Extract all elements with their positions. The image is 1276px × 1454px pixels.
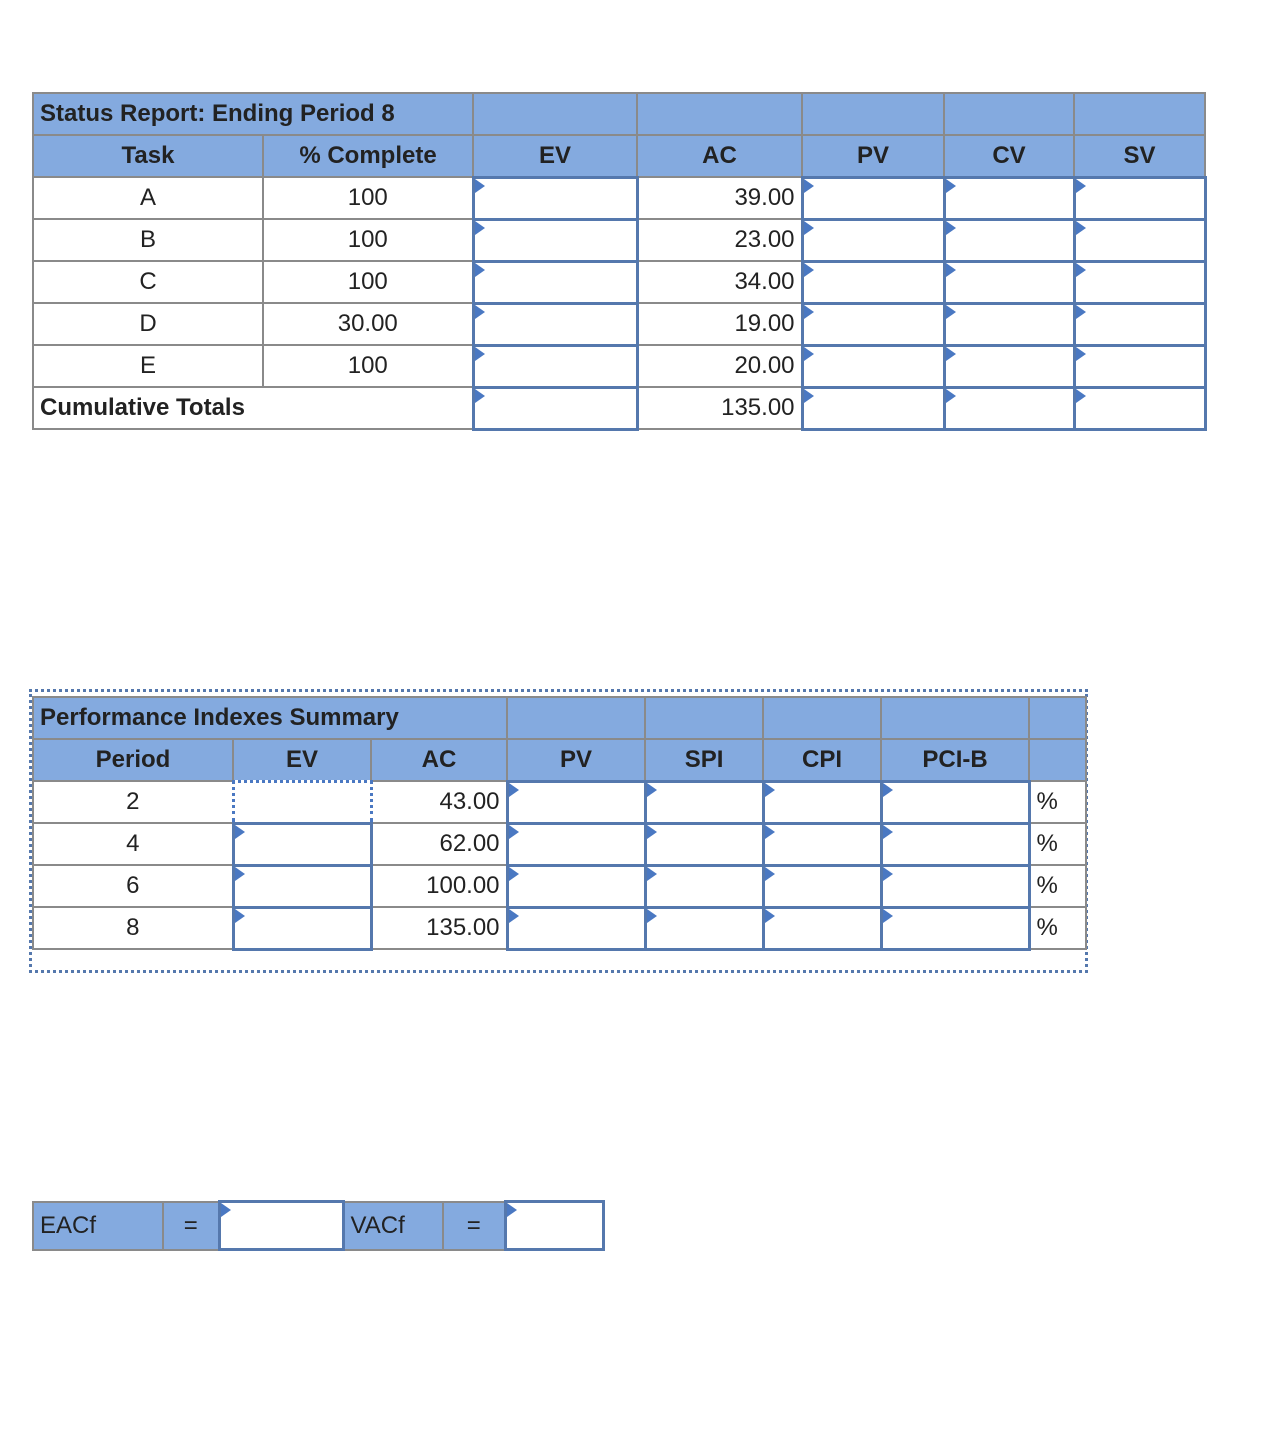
pv-input-cell[interactable] xyxy=(507,907,645,949)
header-cv: CV xyxy=(944,135,1074,177)
cv-input-cell[interactable] xyxy=(944,303,1074,345)
period-cell: 4 xyxy=(33,823,233,865)
cpi-input-cell[interactable] xyxy=(763,907,881,949)
pv-input[interactable] xyxy=(509,825,644,864)
table-row xyxy=(33,303,1205,345)
cv-input-cell[interactable] xyxy=(944,177,1074,219)
sv-input[interactable] xyxy=(1076,305,1204,344)
header-pci-b: PCI-B xyxy=(881,739,1029,781)
ev-input-cell[interactable] xyxy=(233,865,371,907)
header-ac: AC xyxy=(637,135,802,177)
ev-input-cell[interactable] xyxy=(233,781,371,823)
percent-unit: % xyxy=(1029,823,1086,865)
cpi-input[interactable] xyxy=(765,825,880,864)
spi-input-cell[interactable] xyxy=(645,823,763,865)
pv-input-cell[interactable] xyxy=(802,261,944,303)
header-blank xyxy=(637,93,802,135)
ac-cell: 20.00 xyxy=(637,345,802,387)
pv-input-cell[interactable] xyxy=(507,823,645,865)
performance-summary-title: Performance Indexes Summary xyxy=(33,697,507,739)
eacf-input[interactable] xyxy=(221,1203,342,1248)
pv-input[interactable] xyxy=(804,179,943,218)
cpi-input[interactable] xyxy=(765,783,880,822)
spi-input[interactable] xyxy=(647,909,762,948)
cv-total-input[interactable] xyxy=(946,389,1073,428)
sv-input[interactable] xyxy=(1076,179,1204,218)
cv-input-cell[interactable] xyxy=(944,219,1074,261)
header-blank xyxy=(763,697,881,739)
vacf-input-cell[interactable] xyxy=(505,1202,603,1250)
ev-input[interactable] xyxy=(235,825,370,864)
cv-input[interactable] xyxy=(946,347,1073,386)
header-blank xyxy=(1029,739,1086,781)
totals-row xyxy=(33,387,1205,429)
task-cell: C xyxy=(33,261,263,303)
table-row xyxy=(33,823,1086,865)
cumulative-totals-label: Cumulative Totals xyxy=(33,387,473,429)
ac-cell: 19.00 xyxy=(637,303,802,345)
ev-input[interactable] xyxy=(475,221,636,260)
pv-total-input-cell[interactable] xyxy=(802,387,944,429)
sv-total-input[interactable] xyxy=(1076,389,1204,428)
pct-complete-cell: 100 xyxy=(263,177,473,219)
ev-total-input-cell[interactable] xyxy=(473,387,637,429)
pv-total-input[interactable] xyxy=(804,389,943,428)
ev-input-cell[interactable] xyxy=(473,177,637,219)
percent-unit: % xyxy=(1029,781,1086,823)
ev-input[interactable] xyxy=(235,867,370,906)
ev-input-cell[interactable] xyxy=(473,345,637,387)
header-ev: EV xyxy=(233,739,371,781)
ev-input[interactable] xyxy=(475,179,636,218)
pci-b-input-cell[interactable] xyxy=(881,823,1029,865)
period-cell: 8 xyxy=(33,907,233,949)
spi-input[interactable] xyxy=(647,783,762,822)
ev-input[interactable] xyxy=(475,305,636,344)
pci-b-input[interactable] xyxy=(883,867,1028,906)
cpi-input[interactable] xyxy=(765,909,880,948)
task-cell: E xyxy=(33,345,263,387)
vacf-equals: = xyxy=(443,1202,505,1250)
table-row xyxy=(33,177,1205,219)
pv-input[interactable] xyxy=(804,305,943,344)
sv-input-cell[interactable] xyxy=(1074,261,1205,303)
header-blank xyxy=(507,697,645,739)
pct-complete-cell: 100 xyxy=(263,219,473,261)
pci-b-input-cell[interactable] xyxy=(881,781,1029,823)
ev-input[interactable] xyxy=(235,783,370,822)
header-blank xyxy=(944,93,1074,135)
ac-cell: 34.00 xyxy=(637,261,802,303)
ac-cell: 39.00 xyxy=(637,177,802,219)
performance-summary-table xyxy=(32,696,1087,951)
pct-complete-cell: 30.00 xyxy=(263,303,473,345)
pct-complete-cell: 100 xyxy=(263,261,473,303)
pv-input-cell[interactable] xyxy=(802,345,944,387)
cv-total-input-cell[interactable] xyxy=(944,387,1074,429)
header-ev: EV xyxy=(473,135,637,177)
eacf-equals: = xyxy=(163,1202,219,1250)
cv-input[interactable] xyxy=(946,179,1073,218)
eacf-label: EACf xyxy=(33,1202,163,1250)
header-pv: PV xyxy=(802,135,944,177)
spi-input[interactable] xyxy=(647,825,762,864)
header-cpi: CPI xyxy=(763,739,881,781)
ac-cell: 23.00 xyxy=(637,219,802,261)
ac-cell: 43.00 xyxy=(371,781,507,823)
task-cell: B xyxy=(33,219,263,261)
pci-b-input[interactable] xyxy=(883,825,1028,864)
cpi-input-cell[interactable] xyxy=(763,781,881,823)
sv-input-cell[interactable] xyxy=(1074,303,1205,345)
pci-b-input[interactable] xyxy=(883,783,1028,822)
pv-input-cell[interactable] xyxy=(802,219,944,261)
cv-input-cell[interactable] xyxy=(944,345,1074,387)
eacf-input-cell[interactable] xyxy=(219,1202,343,1250)
percent-unit: % xyxy=(1029,865,1086,907)
pv-input-cell[interactable] xyxy=(802,177,944,219)
spi-input-cell[interactable] xyxy=(645,907,763,949)
ev-input[interactable] xyxy=(475,263,636,302)
ac-cell: 135.00 xyxy=(371,907,507,949)
pci-b-input-cell[interactable] xyxy=(881,907,1029,949)
sv-input-cell[interactable] xyxy=(1074,219,1205,261)
cv-input-cell[interactable] xyxy=(944,261,1074,303)
period-cell: 6 xyxy=(33,865,233,907)
header-blank xyxy=(1074,93,1205,135)
cv-input[interactable] xyxy=(946,305,1073,344)
pv-input[interactable] xyxy=(804,263,943,302)
ev-input-cell[interactable] xyxy=(233,823,371,865)
pv-input[interactable] xyxy=(804,347,943,386)
pv-input[interactable] xyxy=(509,867,644,906)
period-cell: 2 xyxy=(33,781,233,823)
sv-input-cell[interactable] xyxy=(1074,345,1205,387)
header-blank xyxy=(881,697,1029,739)
pv-input-cell[interactable] xyxy=(507,865,645,907)
sv-input[interactable] xyxy=(1076,263,1204,302)
ev-input[interactable] xyxy=(475,347,636,386)
performance-summary-section xyxy=(29,689,1088,973)
cpi-input-cell[interactable] xyxy=(763,823,881,865)
pv-input-cell[interactable] xyxy=(802,303,944,345)
spi-input-cell[interactable] xyxy=(645,781,763,823)
vacf-label: VACf xyxy=(343,1202,443,1250)
task-cell: A xyxy=(33,177,263,219)
header-pv: PV xyxy=(507,739,645,781)
header-period: Period xyxy=(33,739,233,781)
forecast-table xyxy=(32,1200,605,1251)
pv-input[interactable] xyxy=(509,909,644,948)
sv-input[interactable] xyxy=(1076,347,1204,386)
sv-input-cell[interactable] xyxy=(1074,177,1205,219)
ev-input-cell[interactable] xyxy=(473,303,637,345)
table-row xyxy=(33,345,1205,387)
status-report-title: Status Report: Ending Period 8 xyxy=(33,93,473,135)
header-blank xyxy=(802,93,944,135)
header-pct-complete: % Complete xyxy=(263,135,473,177)
status-report-table xyxy=(32,92,1207,431)
header-ac: AC xyxy=(371,739,507,781)
ac-cell: 100.00 xyxy=(371,865,507,907)
vacf-input[interactable] xyxy=(507,1203,602,1248)
pct-complete-cell: 100 xyxy=(263,345,473,387)
table-row xyxy=(33,907,1086,949)
ev-input-cell[interactable] xyxy=(473,261,637,303)
cpi-input[interactable] xyxy=(765,867,880,906)
table-row xyxy=(33,219,1205,261)
header-task: Task xyxy=(33,135,263,177)
header-blank xyxy=(473,93,637,135)
spi-input[interactable] xyxy=(647,867,762,906)
ac-cell: 62.00 xyxy=(371,823,507,865)
pv-input[interactable] xyxy=(804,221,943,260)
cv-input[interactable] xyxy=(946,263,1073,302)
table-row xyxy=(33,261,1205,303)
ev-input[interactable] xyxy=(235,909,370,948)
ev-total-input[interactable] xyxy=(475,389,636,428)
ev-input-cell[interactable] xyxy=(233,907,371,949)
percent-unit: % xyxy=(1029,907,1086,949)
header-spi: SPI xyxy=(645,739,763,781)
pci-b-input[interactable] xyxy=(883,909,1028,948)
pv-input[interactable] xyxy=(509,783,644,822)
task-cell: D xyxy=(33,303,263,345)
spi-input-cell[interactable] xyxy=(645,865,763,907)
cv-input[interactable] xyxy=(946,221,1073,260)
header-blank xyxy=(645,697,763,739)
cpi-input-cell[interactable] xyxy=(763,865,881,907)
pv-input-cell[interactable] xyxy=(507,781,645,823)
table-row xyxy=(33,865,1086,907)
ac-total-cell: 135.00 xyxy=(637,387,802,429)
ev-input-cell[interactable] xyxy=(473,219,637,261)
header-blank xyxy=(1029,697,1086,739)
pci-b-input-cell[interactable] xyxy=(881,865,1029,907)
header-sv: SV xyxy=(1074,135,1205,177)
sv-input[interactable] xyxy=(1076,221,1204,260)
table-row xyxy=(33,781,1086,823)
sv-total-input-cell[interactable] xyxy=(1074,387,1205,429)
